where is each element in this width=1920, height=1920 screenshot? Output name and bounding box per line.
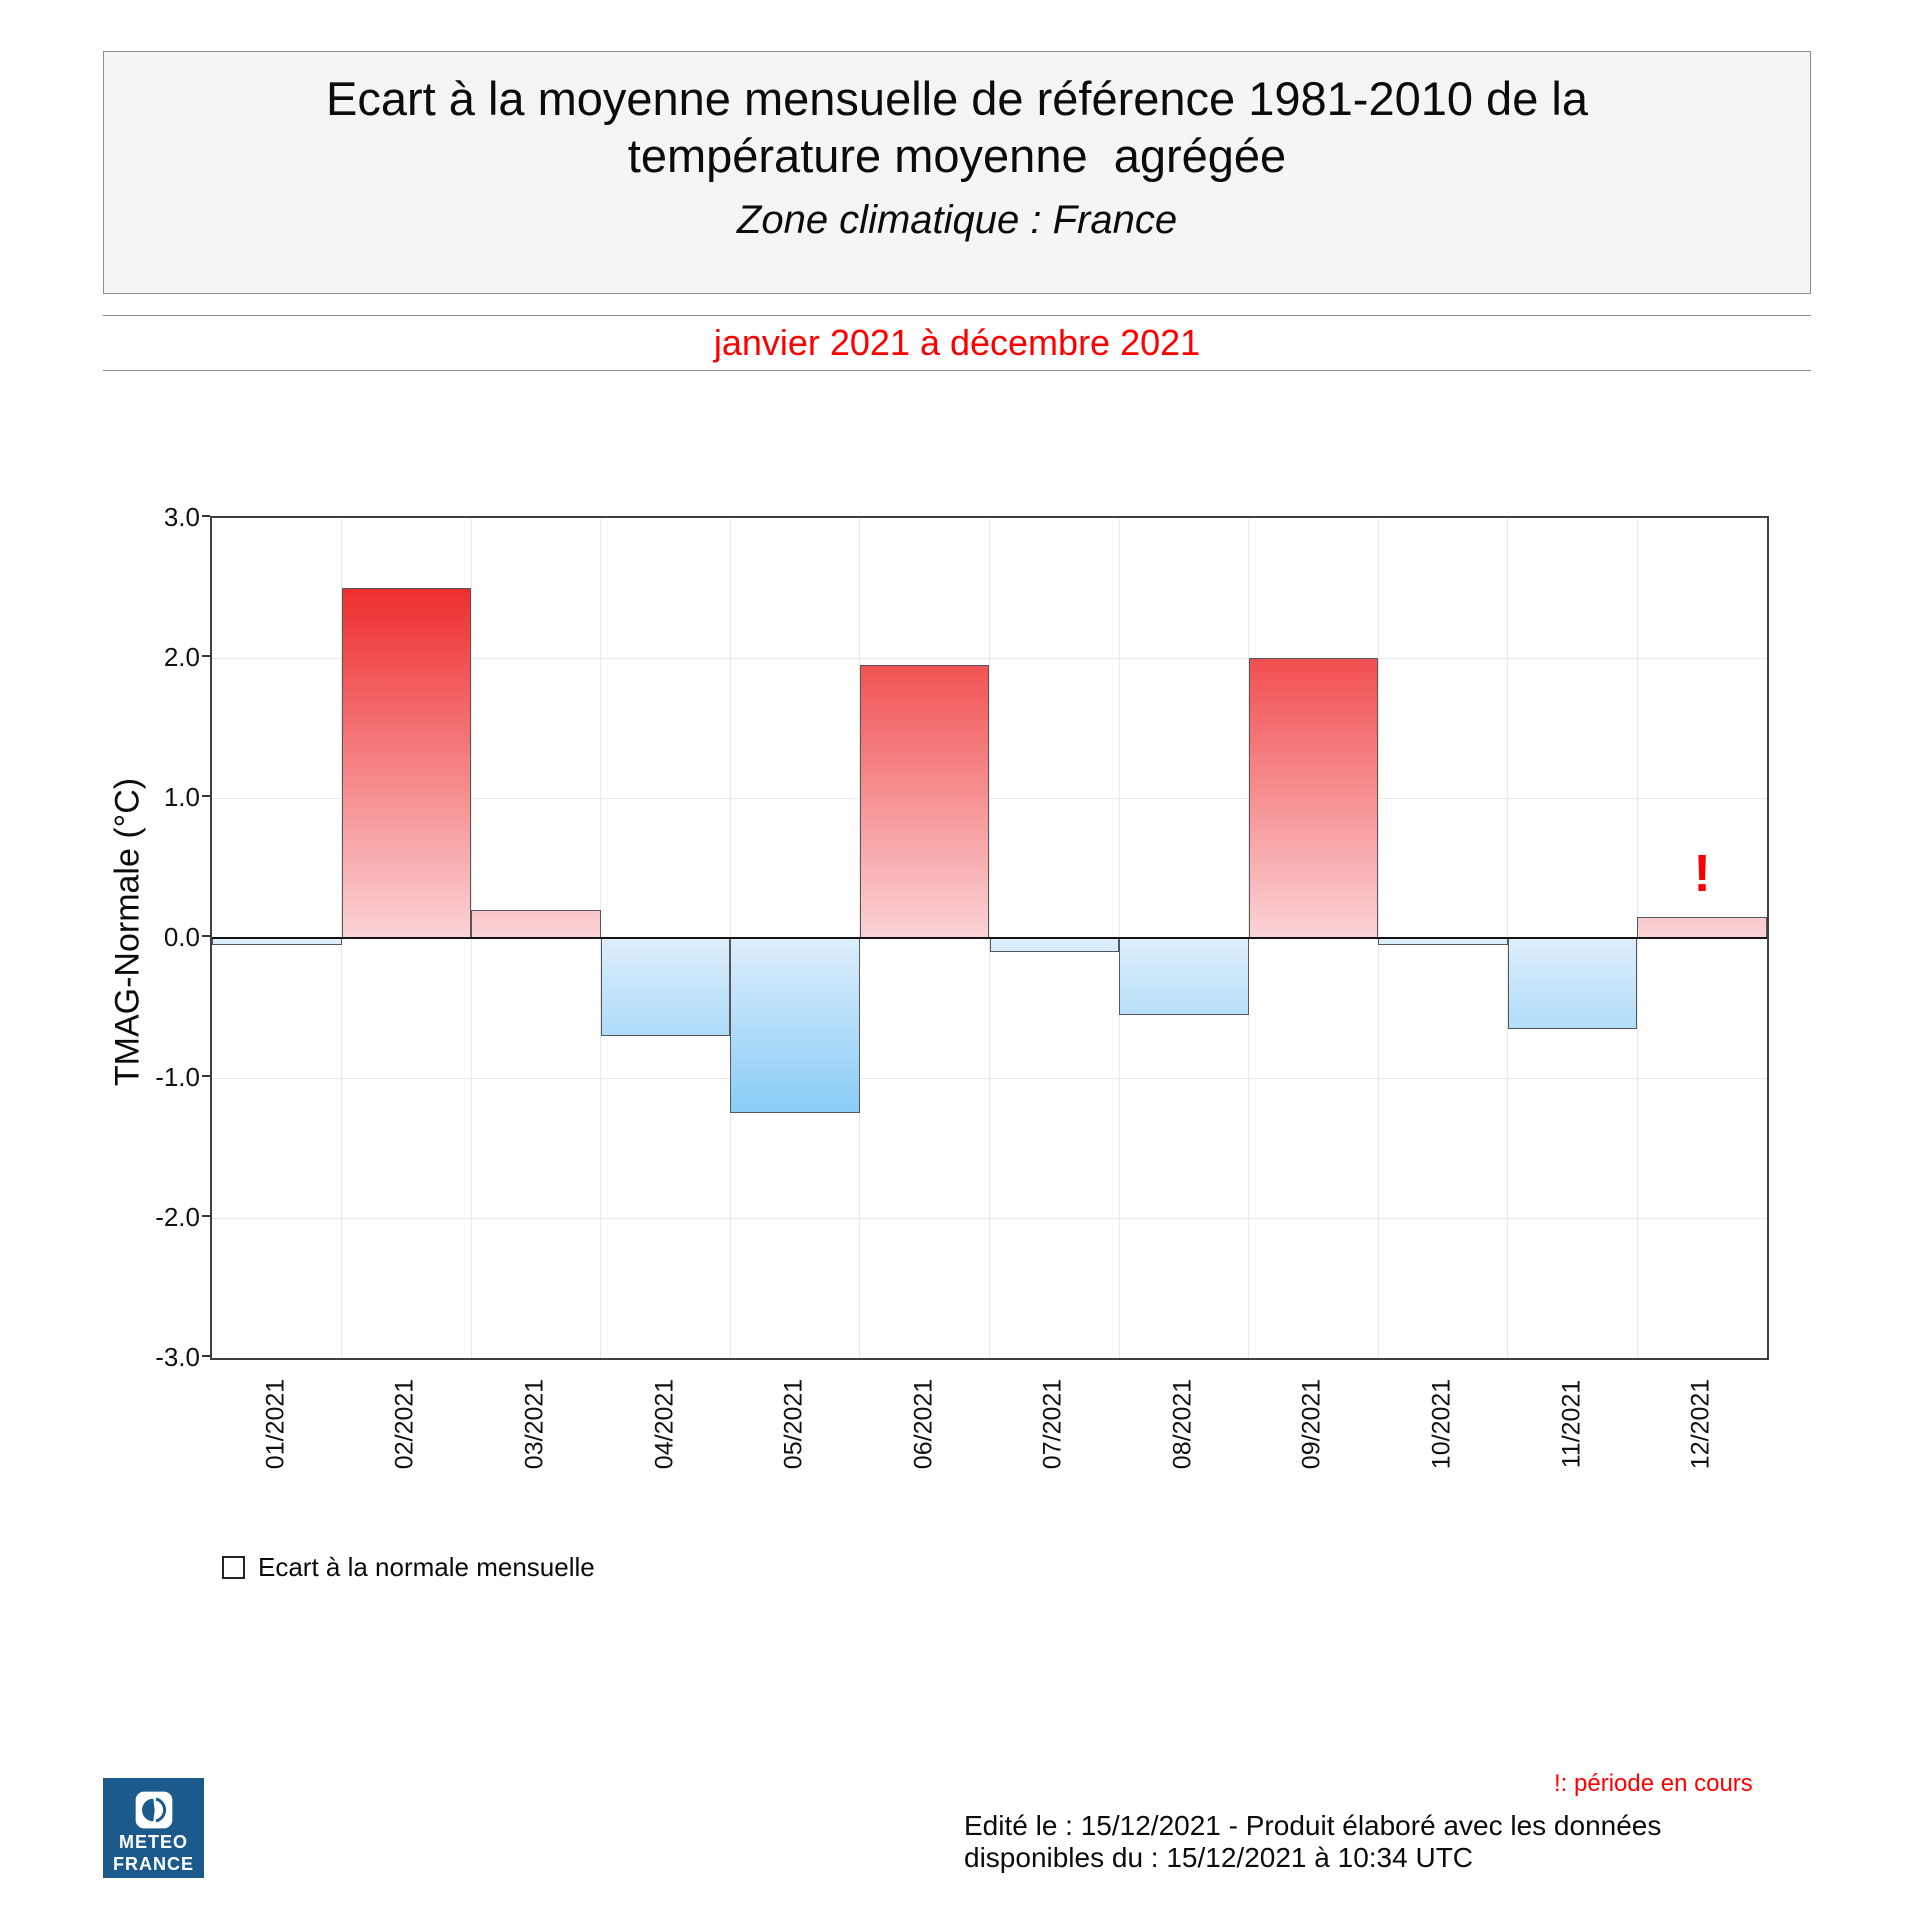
x-tick-label: 10/2021: [1427, 1378, 1456, 1470]
marker-note: !: période en cours: [1554, 1770, 1753, 1797]
bar-05-2021: [730, 938, 860, 1113]
x-tick-label: 11/2021: [1557, 1379, 1586, 1469]
y-tick-mark: [202, 795, 210, 797]
logo-text-line1: METEO: [118, 1832, 188, 1852]
y-tick-mark: [202, 655, 210, 657]
y-tick-label: -3.0: [155, 1342, 200, 1372]
y-tick-mark: [202, 1215, 210, 1217]
period-range-label: janvier 2021 à décembre 2021: [713, 322, 1201, 363]
x-tick-label: 09/2021: [1297, 1378, 1326, 1470]
gridline: [212, 1078, 1767, 1079]
y-tick-mark: [202, 515, 210, 517]
legend-label: Ecart à la normale mensuelle: [258, 1552, 595, 1582]
bar-07-2021: [990, 938, 1120, 952]
page-title-line2: température moyenne agrégée: [627, 129, 1287, 182]
gridline: [212, 1218, 1767, 1219]
y-tick-mark: [202, 935, 210, 937]
y-tick-mark: [202, 1355, 210, 1357]
legend: [222, 1552, 595, 1583]
x-tick-label: 03/2021: [520, 1378, 549, 1470]
legend-swatch-icon: [222, 1556, 245, 1579]
y-tick-label: 0.0: [163, 922, 200, 952]
x-tick-label: 04/2021: [650, 1378, 679, 1470]
bar-01-2021: [212, 938, 342, 945]
x-tick-label: 07/2021: [1038, 1378, 1067, 1470]
x-tick-label: 02/2021: [390, 1378, 419, 1470]
y-tick-label: -2.0: [155, 1202, 200, 1232]
x-tick-label: 01/2021: [261, 1378, 290, 1470]
y-tick-mark: [202, 1075, 210, 1077]
current-period-marker: !: [1693, 845, 1711, 903]
x-tick-label: 08/2021: [1168, 1378, 1197, 1470]
meteo-france-logo: [103, 1778, 204, 1878]
y-tick-label: 1.0: [163, 782, 200, 812]
bar-08-2021: [1119, 938, 1249, 1015]
y-tick-label: 2.0: [163, 642, 200, 672]
bar-11-2021: [1508, 938, 1638, 1029]
bar-03-2021: [471, 910, 601, 938]
x-tick-label: 06/2021: [909, 1378, 938, 1470]
x-tick-label: 05/2021: [779, 1378, 808, 1470]
logo-text-line2: FRANCE: [113, 1854, 194, 1874]
y-tick-label: -1.0: [155, 1062, 200, 1092]
period-band: [103, 315, 1811, 371]
bar-09-2021: [1249, 658, 1379, 938]
credit-line2: disponibles du : 15/12/2021 à 10:34 UTC: [964, 1842, 1474, 1873]
bar-04-2021: [601, 938, 731, 1036]
zero-line: [212, 937, 1767, 939]
bar-12-2021: [1637, 917, 1767, 938]
credits: [964, 1810, 1661, 1874]
meteo-france-logo-icon: [134, 1790, 174, 1830]
y-tick-label: 3.0: [163, 502, 200, 532]
bar-02-2021: [342, 588, 472, 938]
page-title-line1: Ecart à la moyenne mensuelle de référence 1981-2010 de la: [326, 72, 1588, 125]
y-axis-title: TMAG-Normale (°C): [108, 777, 147, 1087]
page-subtitle: Zone climatique : France: [736, 198, 1178, 242]
plot-area: [210, 516, 1769, 1360]
credit-line1: Edité le : 15/12/2021 - Produit élaboré avec les données: [964, 1810, 1662, 1841]
title-band: [103, 51, 1811, 294]
x-tick-label: 12/2021: [1686, 1378, 1715, 1470]
bar-10-2021: [1378, 938, 1508, 945]
bar-06-2021: [860, 665, 990, 938]
